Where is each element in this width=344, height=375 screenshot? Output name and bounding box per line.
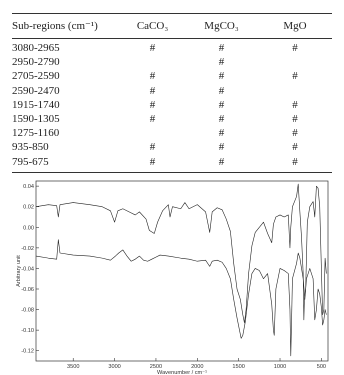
table-header xyxy=(12,14,332,39)
cell-mgco3: # xyxy=(218,42,225,55)
cell-mgco3: # xyxy=(218,113,225,126)
cell-mgco3: # xyxy=(218,141,225,154)
cell-caco3: # xyxy=(149,84,156,97)
series-line-2 xyxy=(36,240,326,356)
y-tick-label: 0.00 xyxy=(23,225,34,232)
col-header-caco3: CaCO₃ xyxy=(136,20,169,32)
x-tick-label: 2000 xyxy=(191,364,204,370)
x-tick-label: 3000 xyxy=(108,364,121,370)
cell-caco3: # xyxy=(149,141,156,154)
cell-range: 2705-2590 xyxy=(12,70,60,83)
col-header-mgco3: MgCO₃ xyxy=(204,20,239,32)
cell-mgo: # xyxy=(292,155,298,168)
cell-caco3: # xyxy=(149,42,156,55)
x-axis xyxy=(67,358,326,370)
y-axis-label: Arbitrary unit xyxy=(16,255,22,287)
cell-mgco3: # xyxy=(218,70,225,83)
chart-svg xyxy=(14,175,332,375)
cell-mgo: # xyxy=(292,42,298,55)
y-tick-label: 0.02 xyxy=(23,204,34,211)
cell-range: 2950-2790 xyxy=(12,56,60,69)
table-header-row xyxy=(12,14,332,39)
y-tick-label: -0.04 xyxy=(21,266,34,273)
col-header-mgo: MgO xyxy=(283,20,307,32)
cell-caco3: # xyxy=(149,155,156,168)
cell-mgco3: # xyxy=(218,84,225,97)
table-body xyxy=(12,39,332,173)
cell-mgco3: # xyxy=(218,56,225,69)
cell-range: 2590-2470 xyxy=(12,84,60,97)
plot-frame xyxy=(36,181,328,361)
table-row xyxy=(12,84,332,98)
series-line-1 xyxy=(36,184,326,323)
table-row xyxy=(12,112,332,126)
x-tick-label: 1000 xyxy=(273,364,287,370)
x-tick-label: 1500 xyxy=(232,364,245,370)
table-row xyxy=(12,140,332,154)
cell-mgo: # xyxy=(292,127,298,140)
ftir-spectrum-chart xyxy=(14,175,332,375)
table-row xyxy=(12,126,332,140)
table-row xyxy=(12,39,332,56)
plot-area xyxy=(36,184,326,356)
subregion-table xyxy=(12,13,332,173)
cell-caco3 xyxy=(120,126,185,140)
cell-range: 795-675 xyxy=(12,155,49,168)
table-row xyxy=(12,69,332,83)
cell-mgco3: # xyxy=(218,98,225,111)
cell-mgo xyxy=(258,84,332,98)
cell-range: 1915-1740 xyxy=(12,98,60,111)
x-axis-label: Wavenumber / cm⁻¹ xyxy=(157,370,207,375)
cell-range: 3080-2965 xyxy=(12,42,60,55)
cell-range: 1275-1160 xyxy=(12,127,60,140)
cell-caco3: # xyxy=(149,113,156,126)
cell-mgco3: # xyxy=(218,155,225,168)
cell-mgco3: # xyxy=(218,127,225,140)
table-row xyxy=(12,155,332,173)
table-row xyxy=(12,55,332,69)
table-row xyxy=(12,98,332,112)
cell-mgo xyxy=(258,55,332,69)
cell-caco3 xyxy=(120,55,185,69)
y-tick-label: -0.02 xyxy=(21,245,34,252)
cell-caco3: # xyxy=(149,70,156,83)
cell-caco3: # xyxy=(149,98,156,111)
y-tick-label: 0.04 xyxy=(23,184,34,191)
cell-mgo: # xyxy=(292,113,298,126)
y-tick-label: -0.06 xyxy=(21,287,34,293)
cell-range: 1590-1305 xyxy=(12,113,60,126)
x-tick-label: 500 xyxy=(316,364,327,370)
cell-mgo: # xyxy=(292,98,298,111)
x-tick-label: 2500 xyxy=(149,364,163,370)
cell-range: 935-850 xyxy=(12,141,49,154)
x-tick-label: 3500 xyxy=(66,364,80,370)
cell-mgo: # xyxy=(292,141,298,154)
col-header-subregion: Sub-regions (cm⁻¹) xyxy=(12,20,98,32)
y-tick-label: -0.10 xyxy=(21,328,34,335)
y-tick-label: -0.12 xyxy=(21,348,34,355)
cell-mgo: # xyxy=(292,70,298,83)
y-tick-label: -0.08 xyxy=(21,307,34,314)
